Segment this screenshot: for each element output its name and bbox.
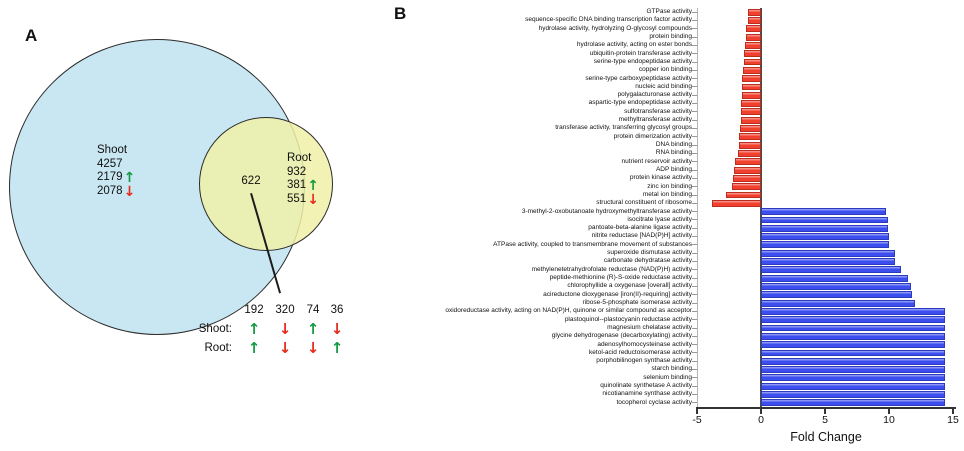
y-tick — [692, 336, 697, 337]
venn-overlap-count: 622 — [241, 175, 261, 187]
breakdown-count: 36 — [330, 304, 344, 316]
y-tick — [692, 128, 697, 129]
category-label: sequence-specific DNA binding transcription factor activity — [525, 16, 692, 24]
y-tick — [692, 236, 697, 237]
bar — [741, 108, 761, 115]
x-tick-label: 5 — [822, 414, 828, 426]
bar — [746, 25, 761, 32]
category-label: copper ion binding — [638, 66, 692, 74]
bar — [761, 333, 945, 340]
y-tick — [692, 95, 697, 96]
category-label: nitrite reductase [NAD(P)H] activity — [591, 232, 692, 240]
y-tick — [692, 319, 697, 320]
category-label: chlorophyllide a oxygenase [overall] activity — [567, 282, 692, 290]
bar — [761, 241, 889, 248]
up-arrow-icon: ↑ — [307, 177, 319, 194]
category-label: selenium binding — [643, 373, 692, 381]
bar — [744, 50, 761, 57]
y-tick — [692, 12, 697, 13]
x-tick-label: -5 — [692, 414, 702, 426]
category-label: pantoate-beta-alanine ligase activity — [588, 224, 692, 232]
down-arrow-icon: ↓ — [278, 339, 292, 357]
bar — [761, 399, 945, 406]
category-label: 3-methyl-2-oxobutanoate hydroxymethyltransferase activity — [521, 207, 692, 215]
bar — [761, 308, 945, 315]
category-label: ribose-5-phosphate isomerase activity — [582, 298, 692, 306]
venn-shoot-up-count: 2179 — [97, 171, 123, 184]
y-tick — [692, 53, 697, 54]
panel-b-label: B — [394, 4, 407, 23]
category-label: peptide-methionine (R)-S-oxide reductase activity — [549, 274, 692, 281]
bar — [742, 84, 761, 91]
y-tick — [692, 111, 697, 112]
y-tick — [692, 120, 697, 121]
category-label: ATPase activity, coupled to transmembrane movement of substances — [493, 240, 692, 248]
down-arrow-icon: ↓ — [330, 320, 344, 338]
bar — [748, 9, 761, 16]
down-arrow-icon: ↓ — [278, 320, 292, 338]
breakdown-count: 74 — [306, 304, 320, 316]
bar — [712, 200, 761, 207]
bar — [733, 175, 761, 182]
y-tick — [692, 170, 697, 171]
y-tick — [692, 136, 697, 137]
category-label: protein kinase activity — [629, 174, 692, 182]
category-label: ADP binding — [655, 165, 692, 173]
up-arrow-icon: ↑ — [247, 339, 261, 357]
y-tick — [692, 294, 697, 295]
x-tick — [824, 409, 825, 414]
venn-root-label: Root — [287, 152, 312, 164]
y-tick — [692, 278, 697, 279]
x-tick-label: 0 — [758, 414, 764, 426]
bar — [761, 283, 911, 290]
y-tick — [692, 311, 697, 312]
y-tick — [692, 303, 697, 304]
bar — [761, 266, 901, 273]
y-tick — [692, 70, 697, 71]
y-tick — [692, 145, 697, 146]
breakdown-count: 192 — [244, 304, 264, 316]
y-tick — [692, 45, 697, 46]
category-label: RNA binding — [655, 149, 692, 157]
up-arrow-icon: ↑ — [247, 320, 261, 338]
category-label: DNA binding — [655, 141, 692, 148]
bar — [741, 117, 761, 124]
y-tick — [692, 253, 697, 254]
category-label: isocitrate lyase activity — [627, 215, 692, 223]
category-label: nucleic acid binding — [635, 82, 692, 90]
bar — [761, 316, 945, 323]
category-label: starch binding — [651, 365, 692, 373]
bar — [745, 42, 761, 49]
y-tick — [692, 178, 697, 179]
category-label: plastoquinol--plastocyanin reductase activity — [564, 315, 692, 323]
breakdown-root-row-label: Root: — [204, 342, 232, 354]
bar — [741, 100, 761, 107]
y-tick — [692, 219, 697, 220]
category-label: sulfotransferase activity — [624, 107, 692, 115]
y-tick — [692, 386, 697, 387]
bar — [761, 325, 945, 332]
bar — [761, 225, 888, 232]
x-tick — [696, 409, 697, 414]
bar — [761, 258, 895, 265]
y-tick — [692, 352, 697, 353]
category-label: serine-type carboxypeptidase activity — [585, 74, 692, 82]
bar — [761, 275, 908, 282]
y-tick — [692, 203, 697, 204]
venn-root-up-count: 381 — [287, 179, 307, 192]
y-tick — [692, 286, 697, 287]
bar — [739, 133, 761, 140]
y-tick — [692, 361, 697, 362]
bar — [732, 183, 761, 190]
category-label: aspartic-type endopeptidase activity — [588, 99, 692, 107]
bar — [738, 150, 761, 157]
category-label: methylenetetrahydrofolate reductase (NAD(P)H) activity — [531, 265, 692, 273]
bar — [735, 158, 761, 165]
breakdown-shoot-row-label: Shoot: — [198, 323, 232, 335]
panel-a-label: A — [25, 26, 38, 45]
category-label: protein binding — [649, 32, 692, 40]
category-label: nicotianamine synthase activity — [602, 390, 692, 398]
venn-shoot-down-count: 2078 — [97, 184, 123, 197]
y-tick — [692, 37, 697, 38]
y-tick — [692, 261, 697, 262]
x-tick — [952, 409, 953, 414]
category-label: polygalacturonase activity — [617, 91, 692, 99]
bar — [761, 208, 886, 215]
bar — [761, 291, 912, 298]
category-label: hydrolase activity, hydrolyzing O-glycosyl compounds — [538, 24, 692, 32]
category-label: zinc ion binding — [647, 182, 692, 190]
bar — [761, 350, 945, 357]
y-tick — [692, 78, 697, 79]
category-label: serine-type endopeptidase activity — [593, 57, 692, 65]
y-axis-line — [697, 8, 698, 407]
bar — [744, 59, 761, 66]
down-arrow-icon: ↓ — [307, 191, 319, 208]
y-tick — [692, 153, 697, 154]
category-label: structural constituent of ribosome — [596, 199, 692, 207]
category-label: hydrolase activity, acting on ester bonds — [576, 41, 692, 49]
bar — [761, 250, 895, 257]
bar — [761, 358, 945, 365]
venn-shoot-stats — [97, 144, 135, 198]
x-tick-label: 15 — [947, 414, 959, 426]
category-label: tocopherol cyclase activity — [616, 398, 692, 406]
bar — [761, 374, 945, 381]
bar — [748, 17, 761, 24]
up-arrow-icon: ↑ — [123, 169, 136, 186]
y-tick — [692, 103, 697, 104]
category-label: glycine dehydrogenase (decarboxylating) activity — [551, 332, 692, 340]
category-label: protein dimerization activity — [613, 132, 692, 140]
y-tick — [692, 20, 697, 21]
bar — [743, 67, 761, 74]
bar — [761, 233, 889, 240]
category-label: oxidoreductase activity, acting on NAD(P)H, quinone or similar compound as acceptor — [445, 307, 692, 315]
y-tick — [692, 394, 697, 395]
y-tick — [692, 377, 697, 378]
bar — [761, 383, 945, 390]
y-tick — [692, 186, 697, 187]
bar — [761, 366, 945, 373]
category-label: transferase activity, transferring glycosyl groups — [555, 124, 692, 132]
x-axis-title: Fold Change — [790, 430, 862, 444]
bar — [761, 300, 915, 307]
x-axis-line — [696, 407, 956, 409]
category-label: nutrient reservoir activity — [621, 157, 692, 165]
bar — [746, 34, 761, 41]
category-label: magnesium chelatase activity — [607, 323, 692, 331]
category-label: metal ion binding — [642, 190, 692, 198]
bar — [761, 217, 888, 224]
y-tick — [692, 211, 697, 212]
venn-shoot-label: Shoot — [97, 144, 128, 156]
category-label: carbonate dehydratase activity — [603, 257, 692, 265]
category-label: methyltransferase activity — [618, 116, 692, 124]
category-label: ketol-acid reductoisomerase activity — [589, 348, 692, 356]
down-arrow-icon: ↓ — [123, 183, 136, 200]
x-tick-label: 10 — [883, 414, 895, 426]
x-tick — [888, 409, 889, 414]
bar — [739, 142, 761, 149]
x-tick — [760, 409, 761, 414]
category-label: GTPase activity — [646, 8, 692, 15]
venn-root-total: 932 — [287, 165, 307, 178]
y-tick — [692, 344, 697, 345]
venn-shoot-total: 4257 — [97, 157, 123, 170]
category-label: quinolinate synthetase A activity — [600, 382, 692, 390]
category-label: acireductone dioxygenase [iron(II)-requiring] activity — [543, 290, 692, 298]
venn-root-down-count: 551 — [287, 192, 307, 205]
bar — [761, 391, 945, 398]
bar — [742, 75, 761, 82]
y-tick — [692, 269, 697, 270]
bar — [742, 92, 761, 99]
y-tick — [692, 28, 697, 29]
venn-root-stats — [287, 152, 319, 206]
y-tick — [692, 402, 697, 403]
y-tick — [692, 228, 697, 229]
y-tick — [692, 244, 697, 245]
category-label: adenosylhomocysteinase activity — [597, 340, 692, 348]
category-label: ubiquitin-protein transferase activity — [589, 49, 692, 57]
y-tick — [692, 86, 697, 87]
y-tick — [692, 369, 697, 370]
bar — [734, 167, 761, 174]
y-tick — [692, 328, 697, 329]
y-tick — [692, 62, 697, 63]
down-arrow-icon: ↓ — [306, 339, 320, 357]
bar — [761, 341, 945, 348]
bar — [726, 192, 761, 199]
bar — [740, 125, 761, 132]
up-arrow-icon: ↑ — [330, 339, 344, 357]
breakdown-count: 320 — [275, 304, 295, 316]
category-label: porphobilinogen synthase activity — [596, 357, 692, 365]
up-arrow-icon: ↑ — [306, 320, 320, 338]
y-tick — [692, 195, 697, 196]
y-tick — [692, 161, 697, 162]
category-label: superoxide dismutase activity — [607, 249, 692, 257]
